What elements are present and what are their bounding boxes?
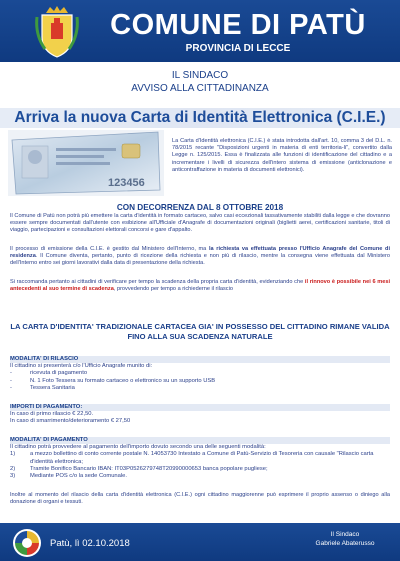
signature-role: Il Sindaco	[330, 531, 360, 538]
card-number: 123456	[108, 177, 145, 189]
decorrenza-heading: CON DECORRENZA DAL 8 OTTOBRE 2018	[116, 203, 284, 212]
importi-smarrimento: In caso di smarrimento/deterioramento € 27,50	[10, 418, 131, 425]
importi-primo-rilascio: In caso di primo rilascio € 22,50.	[10, 411, 94, 418]
list-item: - Tessera Sanitaria	[10, 384, 75, 391]
list-item: 3) Mediante POS c/o la sede Comunale.	[10, 473, 127, 480]
intro-sindaco: IL SINDACO	[171, 70, 229, 81]
intro	[0, 69, 400, 95]
validity-line-2: FINO ALLA SUA SCADENZA NATURALE	[127, 332, 273, 341]
validity-line-1: LA CARTA D'IDENTITA' TRADIZIONALE CARTACEA GIA' IN POSSESSO DEL CITTADINO RIMANE VALIDA	[10, 322, 390, 331]
pagamento-intro: Il cittadino potrà provvedere al pagamento dell'importo dovuto secondo una delle seguenti modalità:	[10, 444, 266, 451]
list-item: 2) Tramite Bonifico Bancario IBAN: IT03P0526279748T20990000653 banca popolare pugliese;	[10, 465, 268, 472]
rilascio-intro: Il cittadino si presenterà c/o l'Ufficio Anagrafe munito di:	[10, 363, 153, 370]
province-subtitle: PROVINCIA DI LECCE	[185, 43, 291, 54]
intro-avviso: AVVISO ALLA CITTADINANZA	[131, 83, 269, 94]
crest-icon	[34, 5, 80, 59]
paragraph-formato-cartaceo: Il Comune di Patù non potrà più emettere la carta d'identità in formato cartaceo, salvo casi eccezionali tassativamente stabiliti dalla legge e che dovranno essere sempre documentati dall'utente con esibizione all'Ufficiale d'Anagrafe di documentazioni originali (biglietti aerei, certificazioni sanitarie, titoli di viaggio, partecipazioni e consultazioni elettorali concorsi e gare d'appalto.	[10, 213, 390, 234]
validity-notice	[0, 322, 400, 342]
rinnovo-emphasis: il rinnovo è possibile nei 6 mesi antecedenti al suo termine di scadenza	[10, 279, 391, 293]
section-importi	[10, 404, 390, 426]
paragraph-processo-emissione: Il processo di emissione della C.I.E. è gestito dal Ministero dell'Interno, ma la richiesta va effettuata presso l'Ufficio Anagrafe del Comune di residenza. Il Comune diventa, pertanto, punto di ricezione della richiesta e non più di rilascio, mentre la consegna viene effettuata dal Ministero dell'Interno entro sei giorni lavorativi dalla data di presentazione della richiesta.	[10, 246, 391, 267]
card-icon	[8, 130, 164, 196]
importi-title: IMPORTI DI PAGAMENTO:	[10, 404, 390, 411]
footer-logo-icon	[12, 528, 42, 558]
list-item: - N. 1 Foto Tessera su formato cartaceo o elettronico su un supporto USB	[10, 377, 216, 384]
signature-name: Gabriele Abaterusso	[315, 540, 375, 547]
section-rilascio	[10, 356, 390, 392]
headline: Arriva la nuova Carta di Identità Elettronica (C.I.E.)	[14, 109, 386, 126]
list-item: - ricevuta di pagamento	[10, 370, 88, 377]
paragraph-rinnovo: Si raccomanda pertanto ai cittadini di verificare per tempo la scadenza della propria carta d'identità, evidenziando che il rinnovo è possibile nei 6 mesi antecedenti al suo termine di scadenza, provvedendo per tempo a richiederne il rilascio	[10, 279, 391, 293]
rilascio-title: MODALITA' DI RILASCIO	[10, 356, 390, 363]
pagamento-title: MODALITA' DI PAGAMENTO	[10, 437, 390, 444]
signature	[300, 530, 390, 548]
section-pagamento	[10, 437, 390, 480]
place-date: Patù, lì 02.10.2018	[50, 538, 130, 549]
ufficio-anagrafe-emphasis: la richiesta va effettuata presso l'Ufficio Anagrafe del Comune di residenza	[10, 246, 391, 260]
list-item: 1) a mezzo bollettino di conto corrente postale N. 14053730 Intestato a Comune di Patù-Servizio di Tesoreria con causale "Rilascio carta d'identità elettronica;	[10, 451, 374, 465]
cie-intro-paragraph: La Carta d'Identità elettronica (C.I.E.) è stata introdotta dall'art. 10, comma 3 del D.L. n. 78/2015 recante "Disposizioni urgenti in materia di enti territoria-li", convertito dalla Legge n. 125/2015. Essa è finalizzata alle funzioni di identificazione del cittadino e a incrementare i livelli di sicurezza dell'intero sistema di emissione (anticlonazione e anticontraffazione in materia di documenti elettronici).	[172, 138, 392, 173]
municipality-title: COMUNE DI PATÙ	[110, 9, 366, 41]
paragraph-donazione: Inoltre al momento del rilascio della carta d'identità elettronica (C.I.E.) ogni cittadino maggiorenne può esprimere il proprio assenso o diniego alla donazione di organi e tessuti.	[10, 492, 390, 506]
